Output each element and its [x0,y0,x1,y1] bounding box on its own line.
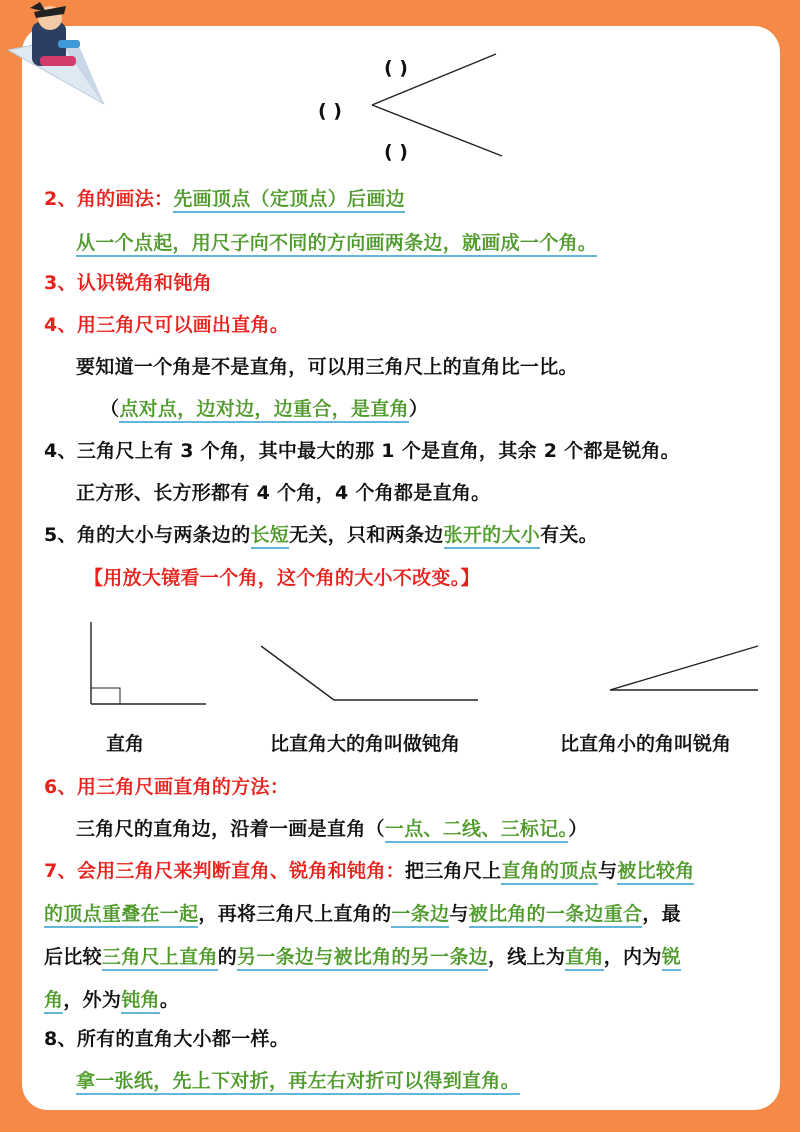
s7-t5: ，最 [642,903,681,925]
angle-label-edge-top: ( ) [384,57,408,79]
section-5-text-1: 5、角的大小与两条边的 [44,524,251,546]
s7-g3: 的顶点重叠在一起 [44,903,198,928]
section-6-highlight: 一点、二线、三标记。 [385,818,569,843]
s7-g1: 直角的顶点 [501,860,598,885]
section-8-detail-text: 拿一张纸，先上下对折，再左右对折可以得到直角。 [76,1070,520,1095]
caption-obtuse-angle: 比直角大的角叫做钝角 [270,733,461,755]
angle-label-vertex: ( ) [318,100,342,122]
acute-angle-figure [606,640,762,696]
section-7-line1 [44,856,694,883]
section-6-text: 三角尺的直角边，沿着一画是直角（ [76,818,385,840]
tip-text: 点对点，边对边，边重合，是直角 [119,398,409,423]
s7-t4: 与 [449,903,469,925]
section-2-detail [76,228,597,255]
s7-g4: 一条边 [391,903,449,928]
s7-g9: 锐 [662,946,681,971]
caption-acute-angle: 比直角小的角叫锐角 [560,733,732,755]
section-5-text-2: 无关，只和两条边 [289,524,444,546]
section-2-detail-text: 从一个点起，用尺子向不同的方向画两条边，就画成一个角。 [76,232,597,257]
right-angle-figure [84,618,210,710]
s7-t11: 。 [159,989,180,1011]
s7-g6: 三角尺上直角 [102,946,218,971]
section-8-label: 8、所有的直角大小都一样。 [44,1028,290,1050]
section-6-label: 6、用三角尺画直角的方法： [44,776,290,798]
section-5-highlight-1: 长短 [251,524,290,549]
tip-open: （ [100,398,120,420]
section-6-detail [76,814,588,841]
s7-t7: 的 [217,946,238,968]
tip-close: ） [408,398,429,420]
section-4-tip [100,394,428,421]
s7-t6: 后比较 [44,946,102,968]
section-2-label: 2、角的画法： [44,188,174,210]
section-4b-line2: 正方形、长方形都有 4 个角，4 个角都是直角。 [76,482,491,504]
s7-g11: 钝角 [121,989,160,1014]
s7-t1: 把三角尺上 [404,860,502,882]
s7-g10: 角 [44,989,63,1014]
mascot-illustration [0,0,120,110]
s7-g8: 直角 [565,946,604,971]
section-6-close: ） [568,818,588,840]
s7-t2: 与 [597,860,618,882]
section-7-line2 [44,899,681,926]
section-2 [44,184,405,211]
s7-t3: ，再将三角尺上直角的 [198,903,392,925]
s7-g2: 被比较角 [617,860,694,885]
section-7-line3 [44,942,681,969]
section-2-rule: 先画顶点（定顶点）后画边 [173,188,405,213]
s7-g7: 另一条边与被比角的另一条边 [237,946,488,971]
section-7-line4 [44,985,179,1012]
section-3-label: 3、认识锐角和钝角 [44,272,212,294]
s7-t8: ，线上为 [487,946,566,968]
section-4-know: 要知道一个角是不是直角，可以用三角尺上的直角比一比。 [76,356,578,378]
s7-t10: ，外为 [63,989,122,1011]
section-4b-line1: 4、三角尺上有 3 个角，其中最大的那 1 个是直角，其余 2 个都是锐角。 [44,440,680,462]
obtuse-angle-figure [256,640,482,706]
section-4-label: 4、用三角尺可以画出直角。 [44,314,290,336]
section-5 [44,520,598,547]
angle-label-edge-bottom: ( ) [384,141,408,163]
section-7-label: 7、会用三角尺来判断直角、锐角和钝角： [44,860,405,882]
section-5-highlight-2: 张开的大小 [444,524,541,549]
s7-g5: 被比角的一条边重合 [469,903,643,928]
section-5-note: 【用放大镜看一个角，这个角的大小不改变。】 [84,567,480,589]
angle-diagram [360,48,510,163]
s7-t9: ，内为 [603,946,662,968]
caption-right-angle: 直角 [106,733,145,755]
section-5-text-3: 有关。 [540,524,598,546]
section-8-detail [76,1066,520,1093]
